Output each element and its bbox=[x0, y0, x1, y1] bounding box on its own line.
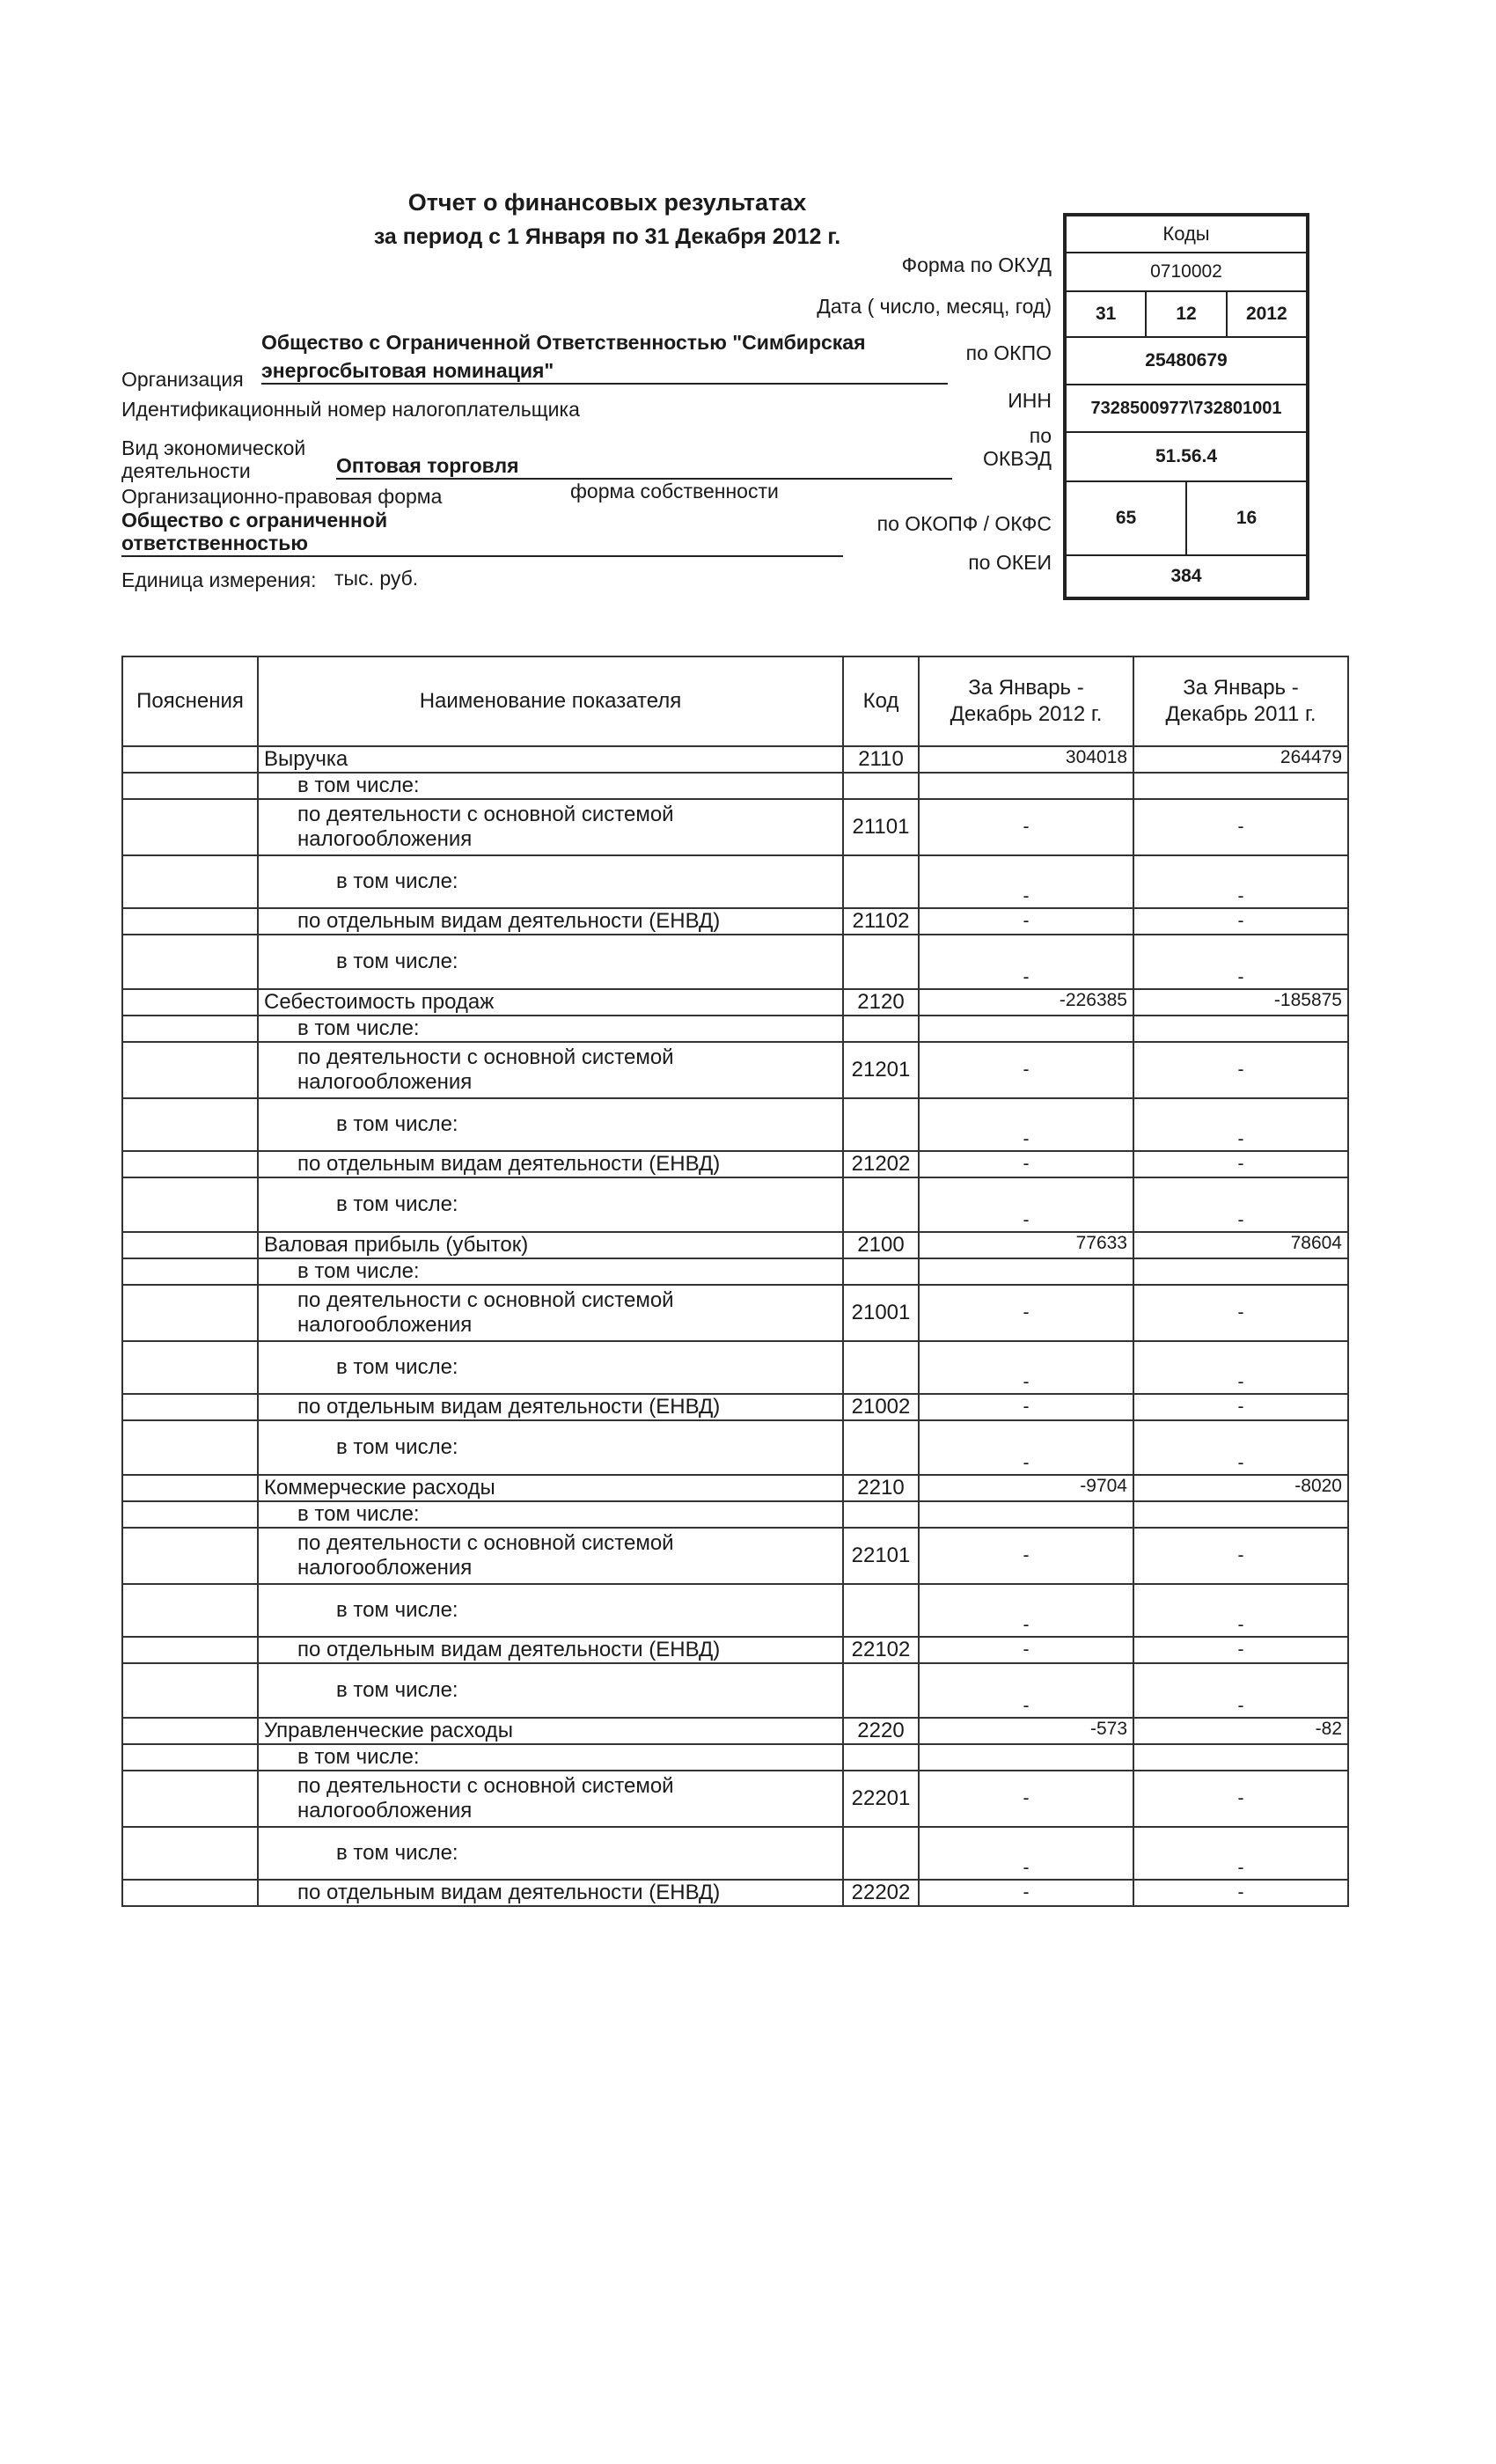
activity-label-1: Вид экономической bbox=[121, 436, 306, 459]
unit-label: Единица измерения: bbox=[121, 568, 317, 591]
row-code-cell: 2100 bbox=[843, 1232, 919, 1258]
row-name-cell: по деятельности с основной системой налогообложения bbox=[258, 1042, 843, 1098]
row-name-cell: по отдельным видам деятельности (ЕНВД) bbox=[258, 1151, 843, 1177]
row-notes-cell bbox=[122, 1016, 258, 1042]
row-notes-cell bbox=[122, 1341, 258, 1394]
row-code-cell: 21101 bbox=[843, 799, 919, 855]
row-name-cell: Выручка bbox=[258, 746, 843, 773]
row-value-2012 bbox=[919, 1258, 1133, 1285]
row-name-cell: по деятельности с основной системой налогообложения bbox=[258, 1528, 843, 1584]
row-value-2012: - bbox=[919, 935, 1133, 989]
row-code-cell: 22202 bbox=[843, 1880, 919, 1906]
table-row bbox=[122, 855, 1348, 908]
okfs-code: 16 bbox=[1236, 508, 1258, 528]
table-row bbox=[122, 1016, 1348, 1042]
col-2012-header: За Январь - Декабрь 2012 г. bbox=[919, 656, 1133, 746]
row-name-cell: Себестоимость продаж bbox=[258, 989, 843, 1016]
row-value-2012: - bbox=[919, 908, 1133, 935]
okopf-code: 65 bbox=[1067, 482, 1187, 554]
okei-code: 384 bbox=[1170, 566, 1202, 586]
row-value-2012 bbox=[919, 1016, 1133, 1042]
okved-label-2: ОКВЭД bbox=[983, 447, 1052, 470]
row-notes-cell bbox=[122, 855, 258, 908]
row-notes-cell bbox=[122, 908, 258, 935]
row-value-2011: - bbox=[1133, 855, 1348, 908]
row-code-cell bbox=[843, 1663, 919, 1718]
row-value-2011 bbox=[1133, 1016, 1348, 1042]
okved-label-1: по bbox=[1029, 424, 1052, 447]
row-notes-cell bbox=[122, 773, 258, 799]
row-notes-cell bbox=[122, 1584, 258, 1637]
row-value-2012: 77633 bbox=[919, 1232, 1133, 1258]
row-name-cell: в том числе: bbox=[258, 1663, 843, 1718]
col-code-header: Код bbox=[843, 656, 919, 746]
row-name-cell: в том числе: bbox=[258, 1258, 843, 1285]
row-value-2012: -573 bbox=[919, 1718, 1133, 1744]
row-value-2011 bbox=[1133, 1744, 1348, 1771]
table-row bbox=[122, 989, 1348, 1016]
row-notes-cell bbox=[122, 1394, 258, 1420]
row-name-cell: Коммерческие расходы bbox=[258, 1475, 843, 1501]
row-name-cell: по отдельным видам деятельности (ЕНВД) bbox=[258, 1394, 843, 1420]
row-name-cell: по деятельности с основной системой налогообложения bbox=[258, 1285, 843, 1341]
okopf-label: по ОКОПФ / ОКФС bbox=[876, 512, 1052, 535]
row-code-cell bbox=[843, 855, 919, 908]
table-row bbox=[122, 1420, 1348, 1475]
row-value-2012: - bbox=[919, 1098, 1133, 1151]
legal-form-label: Организационно-правовая форма bbox=[121, 485, 443, 508]
org-label: Организация bbox=[121, 368, 244, 391]
row-name-cell: в том числе: bbox=[258, 1341, 843, 1394]
inn-code: 7328500977\732801001 bbox=[1090, 398, 1282, 418]
okei-label: по ОКЕИ bbox=[968, 551, 1052, 574]
col-2011-header: За Январь - Декабрь 2011 г. bbox=[1133, 656, 1348, 746]
row-value-2011: -82 bbox=[1133, 1718, 1348, 1744]
row-value-2011: - bbox=[1133, 1341, 1348, 1394]
org-name-line-1: Общество с Ограниченной Ответственностью "Симбирская bbox=[261, 331, 866, 354]
table-row bbox=[122, 1042, 1348, 1098]
row-name-cell: Валовая прибыль (убыток) bbox=[258, 1232, 843, 1258]
table-row bbox=[122, 1341, 1348, 1394]
table-row bbox=[122, 1098, 1348, 1151]
okpo-code: 25480679 bbox=[1145, 350, 1228, 370]
table-row bbox=[122, 1663, 1348, 1718]
financial-results-table bbox=[121, 656, 1349, 1907]
row-value-2012: - bbox=[919, 1341, 1133, 1394]
row-name-cell: в том числе: bbox=[258, 1827, 843, 1880]
row-name-cell: в том числе: bbox=[258, 1420, 843, 1475]
inn-label: ИНН bbox=[1008, 389, 1052, 412]
row-value-2011 bbox=[1133, 773, 1348, 799]
row-notes-cell bbox=[122, 1637, 258, 1663]
col-name-header: Наименование показателя bbox=[258, 656, 843, 746]
report-period: за период с 1 Января по 31 Декабря 2012 г. bbox=[373, 224, 841, 249]
activity-label-2: деятельности bbox=[121, 459, 251, 482]
table-row bbox=[122, 1718, 1348, 1744]
row-value-2011: - bbox=[1133, 1827, 1348, 1880]
row-code-cell bbox=[843, 1501, 919, 1528]
row-value-2012 bbox=[919, 1744, 1133, 1771]
row-value-2011: - bbox=[1133, 1042, 1348, 1098]
table-row bbox=[122, 1394, 1348, 1420]
row-notes-cell bbox=[122, 935, 258, 989]
row-notes-cell bbox=[122, 1098, 258, 1151]
table-row bbox=[122, 1771, 1348, 1827]
row-name-cell: по деятельности с основной системой налогообложения bbox=[258, 1771, 843, 1827]
row-notes-cell bbox=[122, 1528, 258, 1584]
row-value-2011: - bbox=[1133, 1177, 1348, 1232]
row-name-cell: по отдельным видам деятельности (ЕНВД) bbox=[258, 908, 843, 935]
table-row bbox=[122, 1151, 1348, 1177]
row-name-cell: в том числе: bbox=[258, 855, 843, 908]
row-value-2011: 264479 bbox=[1133, 746, 1348, 773]
row-notes-cell bbox=[122, 1151, 258, 1177]
row-name-cell: в том числе: bbox=[258, 1177, 843, 1232]
date-day: 31 bbox=[1067, 292, 1147, 336]
row-code-cell bbox=[843, 1744, 919, 1771]
row-value-2012 bbox=[919, 773, 1133, 799]
row-name-cell: по отдельным видам деятельности (ЕНВД) bbox=[258, 1880, 843, 1906]
row-code-cell: 22201 bbox=[843, 1771, 919, 1827]
table-row bbox=[122, 1475, 1348, 1501]
row-value-2011: - bbox=[1133, 935, 1348, 989]
row-name-cell: в том числе: bbox=[258, 935, 843, 989]
row-notes-cell bbox=[122, 1718, 258, 1744]
row-notes-cell bbox=[122, 1177, 258, 1232]
row-value-2011: - bbox=[1133, 1528, 1348, 1584]
activity-value: Оптовая торговля bbox=[336, 454, 952, 480]
row-notes-cell bbox=[122, 1285, 258, 1341]
row-name-cell: в том числе: bbox=[258, 1016, 843, 1042]
row-notes-cell bbox=[122, 1880, 258, 1906]
row-value-2012: -9704 bbox=[919, 1475, 1133, 1501]
row-value-2012: - bbox=[919, 1880, 1133, 1906]
table-row bbox=[122, 935, 1348, 989]
row-value-2012: - bbox=[919, 855, 1133, 908]
row-value-2012: - bbox=[919, 799, 1133, 855]
table-row bbox=[122, 1880, 1348, 1906]
table-row bbox=[122, 1501, 1348, 1528]
row-notes-cell bbox=[122, 1744, 258, 1771]
okpo-label: по ОКПО bbox=[965, 341, 1052, 364]
table-row bbox=[122, 1177, 1348, 1232]
row-name-cell: в том числе: bbox=[258, 1584, 843, 1637]
tax-id-label: Идентификационный номер налогоплательщика bbox=[121, 398, 580, 421]
row-value-2011: - bbox=[1133, 1420, 1348, 1475]
row-value-2011: - bbox=[1133, 1394, 1348, 1420]
row-name-cell: в том числе: bbox=[258, 1501, 843, 1528]
row-value-2011: 78604 bbox=[1133, 1232, 1348, 1258]
row-value-2012: - bbox=[919, 1827, 1133, 1880]
row-code-cell: 2210 bbox=[843, 1475, 919, 1501]
row-value-2011: - bbox=[1133, 1098, 1348, 1151]
row-notes-cell bbox=[122, 1475, 258, 1501]
row-code-cell bbox=[843, 1584, 919, 1637]
table-row bbox=[122, 1584, 1348, 1637]
row-notes-cell bbox=[122, 1771, 258, 1827]
table-row bbox=[122, 1827, 1348, 1880]
row-name-cell: в том числе: bbox=[258, 773, 843, 799]
org-name-line-2: энергосбытовая номинация" bbox=[261, 359, 948, 385]
date-label: Дата ( число, месяц, год) bbox=[817, 295, 1052, 318]
table-row bbox=[122, 746, 1348, 773]
row-value-2011: - bbox=[1133, 1584, 1348, 1637]
row-notes-cell bbox=[122, 1663, 258, 1718]
okud-label: Форма по ОКУД bbox=[901, 253, 1052, 276]
row-notes-cell bbox=[122, 1501, 258, 1528]
row-value-2011: - bbox=[1133, 908, 1348, 935]
row-code-cell bbox=[843, 1341, 919, 1394]
row-value-2012: - bbox=[919, 1637, 1133, 1663]
unit-value: тыс. руб. bbox=[334, 567, 419, 590]
row-value-2011 bbox=[1133, 1258, 1348, 1285]
row-code-cell bbox=[843, 1827, 919, 1880]
row-notes-cell bbox=[122, 1420, 258, 1475]
table-row bbox=[122, 1258, 1348, 1285]
row-value-2011: - bbox=[1133, 1151, 1348, 1177]
row-value-2012: - bbox=[919, 1771, 1133, 1827]
legal-form-value-1: Общество с ограниченной bbox=[121, 509, 388, 532]
row-code-cell: 2220 bbox=[843, 1718, 919, 1744]
row-value-2011 bbox=[1133, 1501, 1348, 1528]
okud-code: 0710002 bbox=[1150, 261, 1222, 282]
row-value-2012: - bbox=[919, 1285, 1133, 1341]
table-row bbox=[122, 1232, 1348, 1258]
row-code-cell: 21001 bbox=[843, 1285, 919, 1341]
row-value-2011: - bbox=[1133, 1880, 1348, 1906]
row-code-cell bbox=[843, 1420, 919, 1475]
table-row bbox=[122, 1744, 1348, 1771]
row-value-2011: -185875 bbox=[1133, 989, 1348, 1016]
row-value-2012: - bbox=[919, 1663, 1133, 1718]
date-year: 2012 bbox=[1245, 304, 1287, 324]
row-value-2012: 304018 bbox=[919, 746, 1133, 773]
row-code-cell bbox=[843, 773, 919, 799]
row-value-2012 bbox=[919, 1501, 1133, 1528]
row-code-cell bbox=[843, 935, 919, 989]
row-value-2011: - bbox=[1133, 799, 1348, 855]
row-value-2011: - bbox=[1133, 1637, 1348, 1663]
row-notes-cell bbox=[122, 1232, 258, 1258]
legal-form-value-2: ответственностью bbox=[121, 532, 843, 557]
row-value-2012: - bbox=[919, 1177, 1133, 1232]
codes-header: Коды bbox=[1067, 216, 1306, 253]
table-row bbox=[122, 1528, 1348, 1584]
row-notes-cell bbox=[122, 1258, 258, 1285]
row-notes-cell bbox=[122, 1042, 258, 1098]
row-name-cell: по отдельным видам деятельности (ЕНВД) bbox=[258, 1637, 843, 1663]
row-code-cell bbox=[843, 1016, 919, 1042]
row-code-cell bbox=[843, 1258, 919, 1285]
row-notes-cell bbox=[122, 1827, 258, 1880]
row-code-cell bbox=[843, 1177, 919, 1232]
row-name-cell: по деятельности с основной системой налогообложения bbox=[258, 799, 843, 855]
row-code-cell: 21202 bbox=[843, 1151, 919, 1177]
row-code-cell bbox=[843, 1098, 919, 1151]
row-code-cell: 2110 bbox=[843, 746, 919, 773]
row-code-cell: 21002 bbox=[843, 1394, 919, 1420]
row-notes-cell bbox=[122, 746, 258, 773]
row-notes-cell bbox=[122, 989, 258, 1016]
row-value-2011: - bbox=[1133, 1663, 1348, 1718]
row-value-2012: - bbox=[919, 1528, 1133, 1584]
row-code-cell: 22101 bbox=[843, 1528, 919, 1584]
row-value-2011: -8020 bbox=[1133, 1475, 1348, 1501]
table-header-row bbox=[122, 656, 1348, 746]
table-row bbox=[122, 799, 1348, 855]
table-row bbox=[122, 908, 1348, 935]
report-title: Отчет о финансовых результатах bbox=[407, 189, 807, 216]
row-value-2012: - bbox=[919, 1394, 1133, 1420]
row-code-cell: 22102 bbox=[843, 1637, 919, 1663]
table-row bbox=[122, 1637, 1348, 1663]
row-value-2011: - bbox=[1133, 1285, 1348, 1341]
row-name-cell: Управленческие расходы bbox=[258, 1718, 843, 1744]
row-code-cell: 21102 bbox=[843, 908, 919, 935]
row-value-2012: -226385 bbox=[919, 989, 1133, 1016]
table-row bbox=[122, 1285, 1348, 1341]
col-notes-header: Пояснения bbox=[122, 656, 258, 746]
row-value-2012: - bbox=[919, 1151, 1133, 1177]
row-name-cell: в том числе: bbox=[258, 1098, 843, 1151]
row-value-2012: - bbox=[919, 1420, 1133, 1475]
row-name-cell: в том числе: bbox=[258, 1744, 843, 1771]
row-value-2012: - bbox=[919, 1042, 1133, 1098]
row-value-2011: - bbox=[1133, 1771, 1348, 1827]
row-code-cell: 2120 bbox=[843, 989, 919, 1016]
table-row bbox=[122, 773, 1348, 799]
ownership-label: форма собственности bbox=[570, 480, 779, 502]
row-code-cell: 21201 bbox=[843, 1042, 919, 1098]
codes-box bbox=[1063, 213, 1309, 600]
okved-code: 51.56.4 bbox=[1155, 446, 1218, 466]
row-notes-cell bbox=[122, 799, 258, 855]
row-value-2012: - bbox=[919, 1584, 1133, 1637]
date-month: 12 bbox=[1147, 292, 1227, 336]
